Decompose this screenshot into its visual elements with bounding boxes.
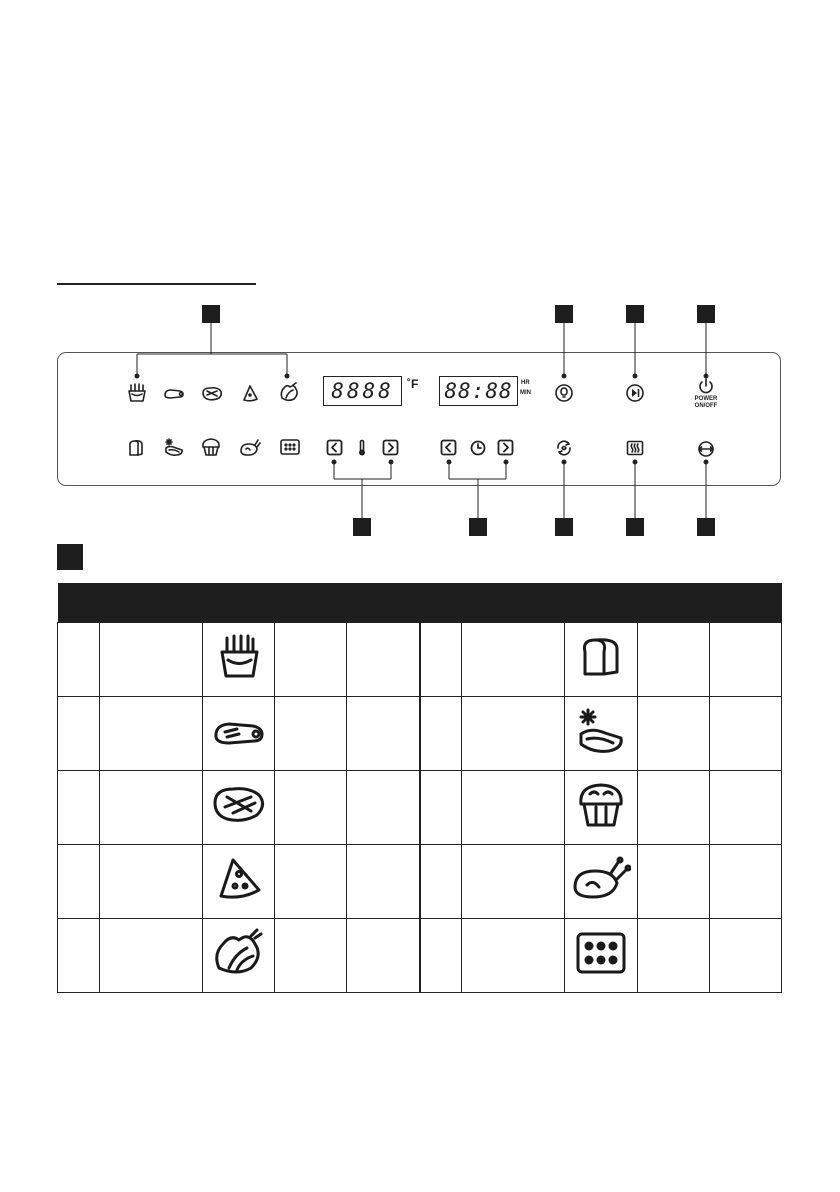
table-icon-cell <box>565 845 638 919</box>
frozen-icon <box>573 706 629 756</box>
fries-icon <box>215 634 263 680</box>
thermometer-icon <box>355 439 369 457</box>
pizza-icon <box>215 856 263 902</box>
muffin-icon <box>576 780 626 830</box>
frozen-icon[interactable] <box>162 436 186 458</box>
table-row <box>58 771 782 845</box>
preset-table <box>57 583 782 993</box>
steak-icon[interactable] <box>200 385 224 402</box>
rotisserie-icon[interactable] <box>555 439 573 457</box>
table-icon-cell <box>565 771 638 845</box>
roast-chicken-icon <box>571 855 631 903</box>
table-row <box>58 845 782 919</box>
chicken-wing-icon[interactable] <box>162 385 186 401</box>
temperature-display <box>323 376 402 406</box>
table-row <box>58 697 782 771</box>
table-icon-cell <box>203 623 275 697</box>
temp-down-icon[interactable] <box>326 439 343 456</box>
power-label-line1: POWER <box>694 396 718 402</box>
preset-table-header <box>58 583 782 623</box>
roast-chicken-icon[interactable] <box>238 436 262 458</box>
muffin-icon[interactable] <box>200 436 222 458</box>
time-down-icon[interactable] <box>440 439 457 456</box>
temperature-digits: 8888 <box>331 379 394 403</box>
table-row <box>58 623 782 697</box>
dehydrate-tray-icon <box>574 930 628 976</box>
power-label-line2: ON/OFF <box>694 403 718 409</box>
time-unit-hr: HR <box>521 380 530 386</box>
time-up-icon[interactable] <box>497 439 514 456</box>
time-unit-min: MIN <box>520 390 531 396</box>
toast-icon[interactable] <box>126 438 146 458</box>
temperature-unit: ˚F <box>407 377 419 391</box>
fries-icon[interactable] <box>126 383 148 403</box>
table-row <box>58 919 782 993</box>
keep-warm-icon[interactable] <box>626 440 644 456</box>
temp-up-icon[interactable] <box>382 439 399 456</box>
power-label <box>686 396 726 410</box>
table-icon-cell <box>203 919 275 993</box>
start-pause-icon[interactable] <box>625 383 645 403</box>
time-digits: 88:88 <box>444 379 513 403</box>
steak-icon <box>209 783 269 827</box>
clock-icon <box>469 439 487 457</box>
preset-table-header-bar <box>58 583 782 623</box>
time-display <box>439 376 518 406</box>
callout-leader-lines <box>0 0 840 560</box>
table-icon-cell <box>203 771 275 845</box>
table-icon-cell <box>203 697 275 771</box>
light-icon[interactable] <box>554 383 574 403</box>
power-icon[interactable] <box>697 377 715 395</box>
table-icon-cell <box>565 919 638 993</box>
chicken-wing-icon <box>211 711 267 751</box>
table-icon-cell <box>565 623 638 697</box>
table-icon-cell <box>203 845 275 919</box>
table-icon-cell <box>565 697 638 771</box>
vegetables-icon[interactable] <box>278 382 300 403</box>
rotate-icon[interactable] <box>697 440 715 458</box>
dehydrate-tray-icon[interactable] <box>279 438 301 456</box>
toast-icon <box>577 634 625 680</box>
pizza-icon[interactable] <box>240 384 260 403</box>
vegetables-icon <box>211 928 267 978</box>
